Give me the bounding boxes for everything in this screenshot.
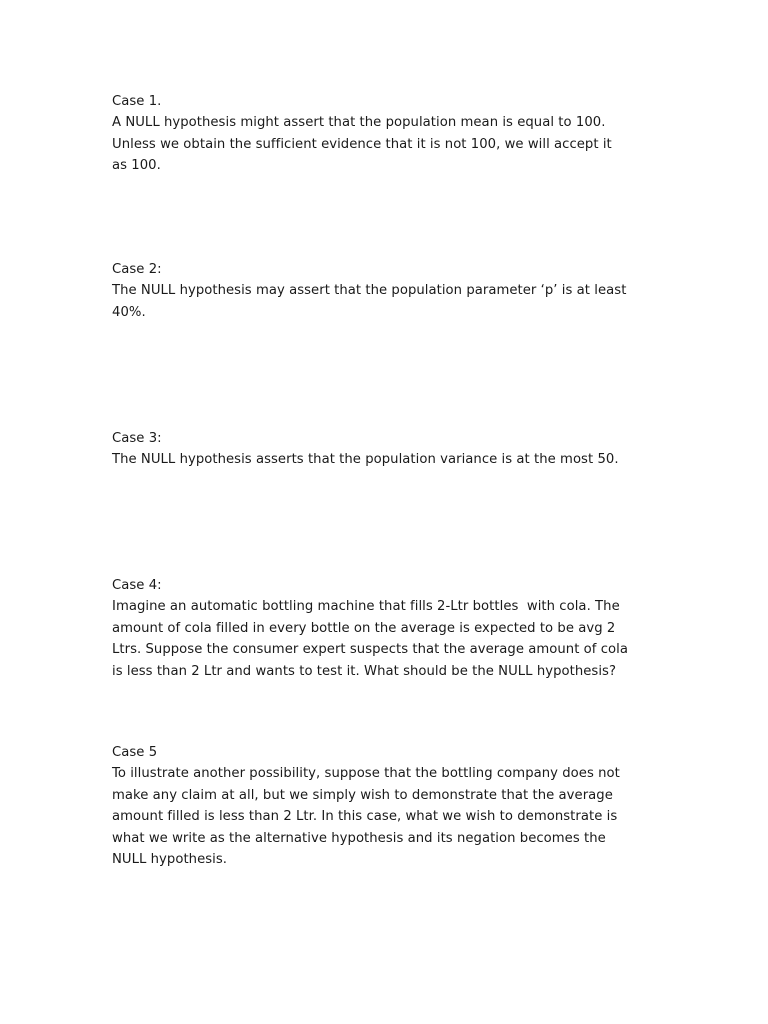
case-4-heading: Case 4: [112,578,162,593]
case-5-heading: Case 5 [112,745,158,760]
case-5-line-3: amount filled is less than 2 Ltr. In this case, what we wish to demonstrate is [112,809,618,825]
case-5-line-1: To illustrate another possibility, suppose that the bottling company does not [112,766,620,782]
case-2-line-1: The NULL hypothesis may assert that the population parameter ‘p’ is at least [112,283,627,299]
case-5-line-2: make any claim at all, but we simply wish to demonstrate that the average [112,787,613,803]
case-4-line-3: Ltrs. Suppose the consumer expert suspects that the average amount of cola [112,642,628,658]
case-1-line-3: as 100. [112,158,161,174]
case-5-line-5: NULL hypothesis. [112,852,228,868]
case-4-line-2: amount of cola filled in every bottle on the average is expected to be avg 2 [112,620,616,636]
case-1-line-2: Unless we obtain the sufficient evidence that it is not 100, we will accept it [112,136,612,152]
case-1-heading: Case 1. [112,94,162,109]
case-3-line-1: The NULL hypothesis asserts that the population variance is at the most 50. [112,452,619,468]
case-5-section [112,742,660,870]
case-5-line-4: what we write as the alternative hypothesis and its negation becomes the [112,830,606,846]
case-4-line-1: Imagine an automatic bottling machine that fills 2-Ltr bottles with cola. The [112,599,620,615]
case-1-section [112,91,660,177]
case-2-heading: Case 2: [112,262,162,277]
case-3-section [112,428,660,471]
case-4-line-4: is less than 2 Ltr and wants to test it. What should be the NULL hypothesis? [112,663,617,679]
case-1-line-1: A NULL hypothesis might assert that the population mean is equal to 100. [112,115,606,131]
case-2-line-2: 40%. [112,304,146,320]
case-2-section [112,259,660,323]
case-3-heading: Case 3: [112,431,162,446]
case-4-section [112,575,660,682]
